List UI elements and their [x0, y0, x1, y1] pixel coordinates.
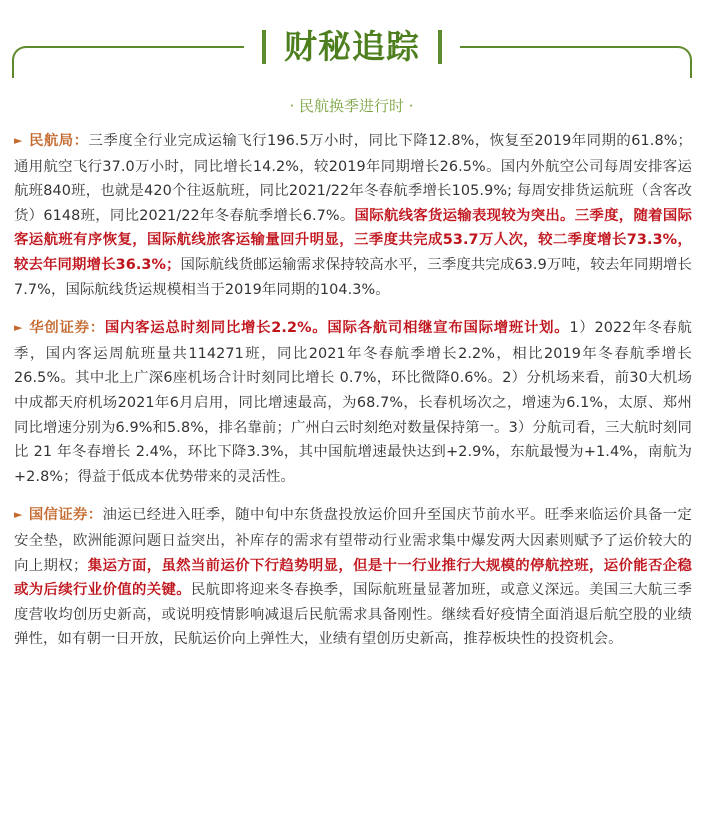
source-label: 国信证券： [28, 507, 103, 524]
paragraph-text: 1）2022年冬春航季，国内客运周航班量共114271班，同比2021年冬春航季增长2.2%，相比2019年冬春航季增长26.5%。其中北上广深6座机场合计时刻同比增长 0.7%，环比微降0.6%。2）分机场来看，前30大机场中成都天府机场2021年6月启用，同比增速最高，为68.7%，长春机场次之，增速为6.1%，太原、郑州同比增速分别为6.9%和5.8%，排名靠前；广州白云时刻绝对数量保持第一。3）分航司看，三大航时刻同比 21 年冬春增长 2.4%，环比下降3.3%，其中国航增速最快达到+2.9%，东航最慢为+1.4%，南航为+2.8%；得益于低成本优势带来的灵活性。 [14, 320, 692, 485]
paragraph-text: 国际航线货邮运输需求保持较高水平，三季度共完成63.9万吨，较去年同期增长7.7%，国际航线货运规模相当于2019年同期的104.3%。 [14, 256, 692, 298]
highlight-text: 集运方面，虽然当前运价下行趋势明显，但是十一行业推行大规模的停航控班，运价能否企稳或为后续行业价值的关键。 [14, 557, 692, 599]
paragraph-huachuang [14, 316, 692, 489]
source-label: 华创证券： [28, 320, 105, 337]
paragraph-guoxin [14, 503, 692, 652]
header-left-bar [262, 30, 266, 64]
highlight-text: 国际航线客货运输表现较为突出。三季度，随着国际客运航班有序恢复，国际航线旅客运输量回升明显，三季度共完成53.7万人次，较二季度增长73.3%，较去年同期增长36.3%； [14, 207, 692, 273]
paragraph-text: 民航即将迎来冬春换季，国际航班量显著加班，或意义深远。美国三大航三季度营收均创历史新高，或说明疫情影响减退后民航需求具备刚性。继续看好疫情全面消退后航空股的业绩弹性，如有朝一日开放，民航运价向上弹性大，业绩有望创历史新高，推荐板块性的投资机会。 [14, 582, 692, 648]
header-left-frame [12, 46, 244, 78]
header-right-bar [438, 30, 442, 64]
arrow-right-icon: ► [14, 134, 23, 147]
paragraph-caac [14, 129, 692, 302]
article-body [14, 129, 692, 652]
arrow-right-icon: ► [14, 508, 23, 522]
header-title: 财秘追踪 [284, 27, 420, 66]
header-subtitle: · 民航换季进行时 · [289, 97, 414, 115]
paragraph-text: 油运已经进入旺季，随中旬中东货盘投放运价回升至国庆节前水平。旺季来临运价具备一定安全垫，欧洲能源问题日益突出，补库存的需求有望带动行业需求集中爆发两大因素则赋予了运价较大的向上期权； [14, 507, 692, 574]
paragraph-text: 三季度全行业完成运输飞行196.5万小时，同比下降12.8%，恢复至2019年同期的61.8%；通用航空飞行37.0万小时，同比增长14.2%，较2019年同期增长26.5%。国内外航空公司每周安排客运航班840班，也就是420个往返航班，同比2021/22年冬春航季增长105.9%; 每周安排货运航班（含客改货）6148班，同比2021/22年冬春航季增长6.7%。 [14, 133, 692, 224]
header-right-frame [460, 46, 692, 78]
arrow-right-icon: ► [14, 321, 23, 335]
source-label: 民航局： [28, 133, 89, 149]
highlight-text: 国内客运总时刻同比增长2.2%。国际各航司相继宣布国际增班计划。 [104, 320, 570, 337]
section-header [12, 26, 692, 78]
